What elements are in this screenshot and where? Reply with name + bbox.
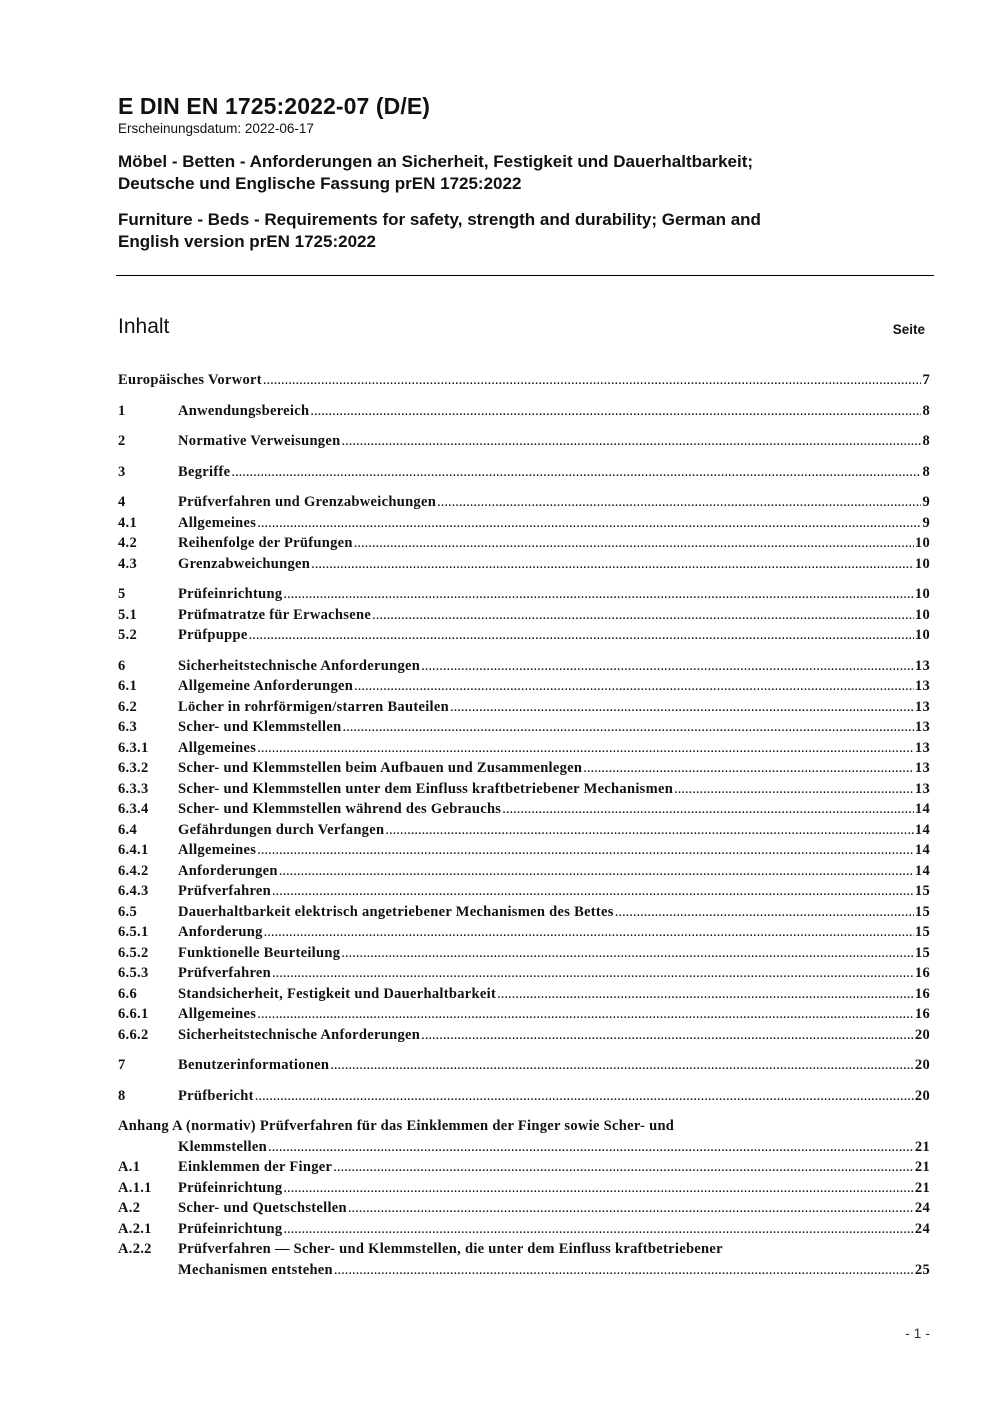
toc-entry-title: Allgemeines	[178, 739, 257, 756]
toc-entry-title: Mechanismen entstehen	[178, 1261, 333, 1278]
toc-entry[interactable]	[118, 881, 930, 902]
toc-entry-title: Scher- und Klemmstellen während des Gebrauchs	[178, 801, 502, 817]
toc-entry[interactable]	[118, 943, 930, 964]
toc-entry[interactable]	[118, 1086, 930, 1107]
toc-entry[interactable]	[118, 717, 930, 738]
toc-entry-number: A.1	[118, 1159, 141, 1175]
toc-leader-dots	[257, 840, 914, 861]
toc-entry-title: Allgemeines	[178, 842, 257, 858]
toc-entry-page: 13	[914, 678, 930, 694]
toc-entry-number: 8	[118, 1087, 126, 1104]
title-english-line-2: English version prEN 1725:2022	[118, 232, 376, 251]
toc-entry-page: 15	[914, 903, 930, 920]
toc-leader-dots	[354, 676, 914, 697]
toc-entry-page: 14	[914, 842, 930, 858]
toc-entry-page: 15	[914, 924, 930, 940]
toc-leader-dots	[333, 1157, 914, 1178]
toc-entry-title: Prüfpuppe	[178, 627, 248, 643]
toc-page-column-label: Seite	[892, 322, 925, 337]
issue-date: Erscheinungsdatum: 2022-06-17	[118, 121, 314, 136]
toc-entry[interactable]	[118, 738, 930, 759]
toc-entry-page: 21	[914, 1179, 930, 1196]
toc-entry-title: Prüfeinrichtung	[178, 1220, 283, 1237]
toc-leader-dots	[341, 943, 914, 964]
toc-leader-dots	[437, 492, 921, 513]
toc-entry-title: Scher- und Klemmstellen unter dem Einfluss kraftbetriebener Mechanismen	[178, 780, 674, 797]
toc-entry-number: 4.2	[118, 535, 138, 551]
toc-entry[interactable]	[118, 820, 930, 841]
toc-entry-number: 5	[118, 586, 126, 602]
toc-entry[interactable]	[118, 779, 930, 800]
toc-entry[interactable]	[118, 656, 930, 677]
toc-leader-dots	[255, 1086, 914, 1107]
toc-leader-dots	[583, 758, 914, 779]
toc-entry[interactable]	[118, 676, 930, 697]
toc-entry-page: 13	[914, 739, 930, 756]
toc-entry-page: 21	[914, 1138, 930, 1155]
toc-entry-page: 15	[914, 883, 930, 899]
toc-entry[interactable]	[118, 554, 930, 575]
toc-entry-title: Prüfverfahren — Scher- und Klemmstellen, die unter dem Einfluss kraftbetriebener	[178, 1241, 723, 1257]
toc-leader-dots	[279, 861, 914, 882]
toc-entry-title: Europäisches Vorwort	[118, 372, 262, 388]
toc-entry-page: 20	[914, 1026, 930, 1043]
toc-entry-title: Prüfverfahren	[178, 883, 272, 899]
toc-entry[interactable]	[118, 799, 930, 820]
toc-entry-number: 6.4.3	[118, 883, 149, 899]
toc-entry-number: 6.3	[118, 719, 138, 735]
toc-entry-title: Dauerhaltbarkeit elektrisch angetriebener Mechanismen des Bettes	[178, 903, 614, 920]
toc-entry[interactable]	[118, 758, 930, 779]
toc-entry[interactable]	[118, 1055, 930, 1076]
toc-entry-page: 25	[914, 1261, 930, 1278]
toc-entry-number: 6.5	[118, 903, 138, 920]
document-number: E DIN EN 1725:2022-07 (D/E)	[118, 93, 431, 119]
toc-entry[interactable]	[118, 584, 930, 605]
toc-entry-number: 5.2	[118, 627, 138, 643]
toc-entry[interactable]	[118, 922, 930, 943]
toc-leader-dots	[257, 1004, 914, 1025]
toc-entry-number: A.2.2	[118, 1241, 152, 1257]
toc-entry-title: Scher- und Klemmstellen	[178, 719, 342, 735]
toc-entry-number: 7	[118, 1057, 126, 1073]
toc-leader-dots	[348, 1198, 914, 1219]
toc-entry-title: Sicherheitstechnische Anforderungen	[178, 1026, 421, 1043]
toc-leader-dots	[263, 370, 922, 391]
toc-entry[interactable]	[118, 1260, 930, 1281]
toc-entry-title: Anwendungsbereich	[178, 402, 310, 419]
header-divider	[116, 275, 934, 276]
toc-leader-dots	[231, 462, 921, 483]
toc-entry-number: 6.5.3	[118, 965, 149, 981]
toc-entry-number: 6.4.1	[118, 842, 149, 858]
toc-entry-page: 8	[922, 402, 930, 419]
toc-entry-number: A.2	[118, 1200, 141, 1216]
toc-entry[interactable]	[118, 513, 930, 534]
toc-entry-page: 24	[914, 1220, 930, 1237]
toc-entry-number: 6.5.1	[118, 924, 149, 940]
toc-leader-dots	[354, 533, 914, 554]
toc-entry-number: 6.5.2	[118, 944, 149, 961]
toc-leader-dots	[249, 625, 914, 646]
toc-entry[interactable]	[118, 1116, 930, 1137]
toc-entry-number: 4.3	[118, 555, 138, 572]
toc-entry-page: 13	[914, 698, 930, 715]
toc-entry-number: 6.4	[118, 821, 138, 838]
toc-entry[interactable]	[118, 1004, 930, 1025]
toc-entry-page: 14	[914, 821, 930, 838]
toc-leader-dots	[268, 1137, 914, 1158]
toc-entry[interactable]	[118, 1198, 930, 1219]
title-english	[118, 209, 934, 253]
toc-entry-number: 1	[118, 402, 126, 419]
toc-entry-page: 13	[914, 719, 930, 735]
title-german-line-2: Deutsche und Englische Fassung prEN 1725:2022	[118, 174, 522, 193]
toc-entry-title: Prüfverfahren für das Einklemmen der Finger sowie Scher- und	[259, 1118, 675, 1134]
toc-entry-page: 13	[914, 780, 930, 797]
toc-entry[interactable]	[118, 1239, 930, 1260]
toc-entry-page: 8	[922, 463, 930, 480]
toc-leader-dots	[341, 431, 921, 452]
toc-entry-title: Funktionelle Beurteilung	[178, 944, 341, 961]
toc-entry-title: Scher- und Klemmstellen beim Aufbauen und Zusammenlegen	[178, 760, 583, 776]
toc-leader-dots	[272, 881, 914, 902]
toc-entry-title: Allgemeine Anforderungen	[178, 678, 354, 694]
document-header	[118, 92, 934, 253]
toc-entry[interactable]	[118, 462, 930, 483]
toc-entry-title: Prüfeinrichtung	[178, 1179, 283, 1196]
toc-leader-dots	[330, 1055, 914, 1076]
toc-entry-page: 16	[914, 1006, 930, 1022]
toc-entry-title: Gefährdungen durch Verfangen	[178, 821, 385, 838]
toc-entry-title: Benutzerinformationen	[178, 1057, 330, 1073]
toc-entry-page: 10	[914, 555, 930, 572]
toc-entry-title: Allgemeines	[178, 1006, 257, 1022]
toc-leader-dots	[283, 584, 914, 605]
toc-entry-title: Allgemeines	[178, 514, 257, 531]
toc-entry-title: Klemmstellen	[178, 1138, 267, 1155]
toc-entry-number: 6.2	[118, 698, 138, 715]
toc-entry-page: 10	[914, 627, 930, 643]
toc-entry-number: Anhang A (normativ)	[118, 1118, 256, 1134]
toc-entry[interactable]	[118, 902, 930, 923]
toc-entry-title: Löcher in rohrförmigen/starren Bauteilen	[178, 698, 449, 715]
toc-entry-number: 2	[118, 433, 126, 449]
toc-entry[interactable]	[118, 625, 930, 646]
toc-entry[interactable]	[118, 401, 930, 422]
toc-entry[interactable]	[118, 963, 930, 984]
toc-entry-page: 10	[914, 586, 930, 602]
toc-entry-title: Standsicherheit, Festigkeit und Dauerhaltbarkeit	[178, 985, 497, 1002]
toc-entry[interactable]	[118, 1178, 930, 1199]
toc-entry-page: 13	[914, 760, 930, 776]
toc-leader-dots	[421, 656, 914, 677]
toc-leader-dots	[421, 1025, 914, 1046]
toc-leader-dots	[310, 401, 921, 422]
toc-entry-number: 6.3.3	[118, 780, 149, 797]
toc-leader-dots	[674, 779, 914, 800]
toc-entry-number: 3	[118, 463, 126, 480]
toc-entry[interactable]	[118, 697, 930, 718]
toc-entry-number: 6.6.1	[118, 1006, 149, 1022]
toc-entry[interactable]	[118, 533, 930, 554]
toc-entry-page: 16	[914, 985, 930, 1002]
toc-entry-title: Prüfeinrichtung	[178, 586, 283, 602]
toc-entry-number: 5.1	[118, 606, 138, 623]
toc-leader-dots	[450, 697, 914, 718]
toc-entry[interactable]	[118, 1157, 930, 1178]
toc-entry[interactable]	[118, 431, 930, 452]
toc-entry-page: 20	[914, 1087, 930, 1104]
toc-entry[interactable]	[118, 492, 930, 513]
toc-leader-dots	[257, 738, 914, 759]
toc-entry-title: Prüfverfahren	[178, 965, 272, 981]
toc-leader-dots	[283, 1219, 914, 1240]
toc-entry-title: Prüfmatratze für Erwachsene	[178, 606, 372, 623]
toc-entry[interactable]	[118, 861, 930, 882]
toc-heading: Inhalt	[118, 315, 170, 338]
toc-entry-page: 20	[914, 1057, 930, 1073]
toc-leader-dots	[342, 717, 913, 738]
table-of-contents	[118, 370, 930, 1280]
toc-entry-page: 10	[914, 535, 930, 551]
title-english-line-1: Furniture - Beds - Requirements for safety, strength and durability; German and	[118, 210, 761, 229]
toc-entry-page: 9	[922, 494, 930, 510]
toc-leader-dots	[385, 820, 914, 841]
toc-entry-page: 10	[914, 606, 930, 623]
toc-entry-title: Prüfverfahren und Grenzabweichungen	[178, 494, 437, 510]
toc-entry-title: Reihenfolge der Prüfungen	[178, 535, 353, 551]
toc-entry-title: Prüfbericht	[178, 1087, 254, 1104]
toc-entry[interactable]	[118, 984, 930, 1005]
toc-leader-dots	[264, 922, 914, 943]
page-number: - 1 -	[905, 1325, 930, 1341]
toc-entry-page: 24	[914, 1200, 930, 1216]
toc-entry-page: 14	[914, 801, 930, 817]
toc-entry-title: Anforderung	[178, 924, 263, 940]
toc-entry-title: Anforderungen	[178, 862, 278, 879]
toc-leader-dots	[257, 513, 921, 534]
toc-entry-title: Begriffe	[178, 463, 231, 480]
toc-entry-number: 6.4.2	[118, 862, 149, 879]
toc-entry[interactable]	[118, 1025, 930, 1046]
toc-entry-number: 6.3.1	[118, 739, 149, 756]
toc-entry-page: 16	[914, 965, 930, 981]
title-german-line-1: Möbel - Betten - Anforderungen an Sicherheit, Festigkeit und Dauerhaltbarkeit;	[118, 152, 754, 171]
toc-entry-page: 7	[922, 372, 930, 388]
toc-leader-dots	[272, 963, 914, 984]
title-german	[118, 151, 934, 195]
toc-entry-page: 8	[922, 433, 930, 449]
toc-entry-page: 14	[914, 862, 930, 879]
toc-entry-number: 6.6	[118, 985, 138, 1002]
toc-entry-number: 4	[118, 494, 126, 510]
toc-entry-number: 6.3.2	[118, 760, 149, 776]
toc-leader-dots	[372, 605, 914, 626]
toc-entry-number: 6.6.2	[118, 1026, 149, 1043]
toc-entry-title: Scher- und Quetschstellen	[178, 1200, 347, 1216]
toc-entry-number: 6.1	[118, 678, 138, 694]
toc-leader-dots	[334, 1260, 914, 1281]
toc-entry-page: 21	[914, 1159, 930, 1175]
toc-leader-dots	[497, 984, 914, 1005]
toc-entry-number: 6.3.4	[118, 801, 149, 817]
toc-entry-number: A.2.1	[118, 1220, 152, 1237]
toc-leader-dots	[283, 1178, 914, 1199]
toc-entry-title: Einklemmen der Finger	[178, 1159, 333, 1175]
toc-leader-dots	[311, 554, 914, 575]
toc-entry-number: 6	[118, 657, 126, 674]
toc-entry-title: Grenzabweichungen	[178, 555, 311, 572]
toc-entry[interactable]	[118, 1219, 930, 1240]
toc-entry-page: 13	[914, 657, 930, 674]
toc-entry-number: A.1.1	[118, 1179, 152, 1196]
toc-entry-page: 9	[922, 514, 930, 531]
toc-entry[interactable]	[118, 370, 930, 391]
toc-entry[interactable]	[118, 840, 930, 861]
toc-entry[interactable]	[118, 605, 930, 626]
toc-leader-dots	[502, 799, 914, 820]
toc-entry-title: Normative Verweisungen	[178, 433, 341, 449]
toc-entry-page: 15	[914, 944, 930, 961]
toc-entry-number: 4.1	[118, 514, 138, 531]
toc-entry[interactable]	[118, 1137, 930, 1158]
toc-leader-dots	[615, 902, 914, 923]
toc-entry-title: Sicherheitstechnische Anforderungen	[178, 657, 421, 674]
